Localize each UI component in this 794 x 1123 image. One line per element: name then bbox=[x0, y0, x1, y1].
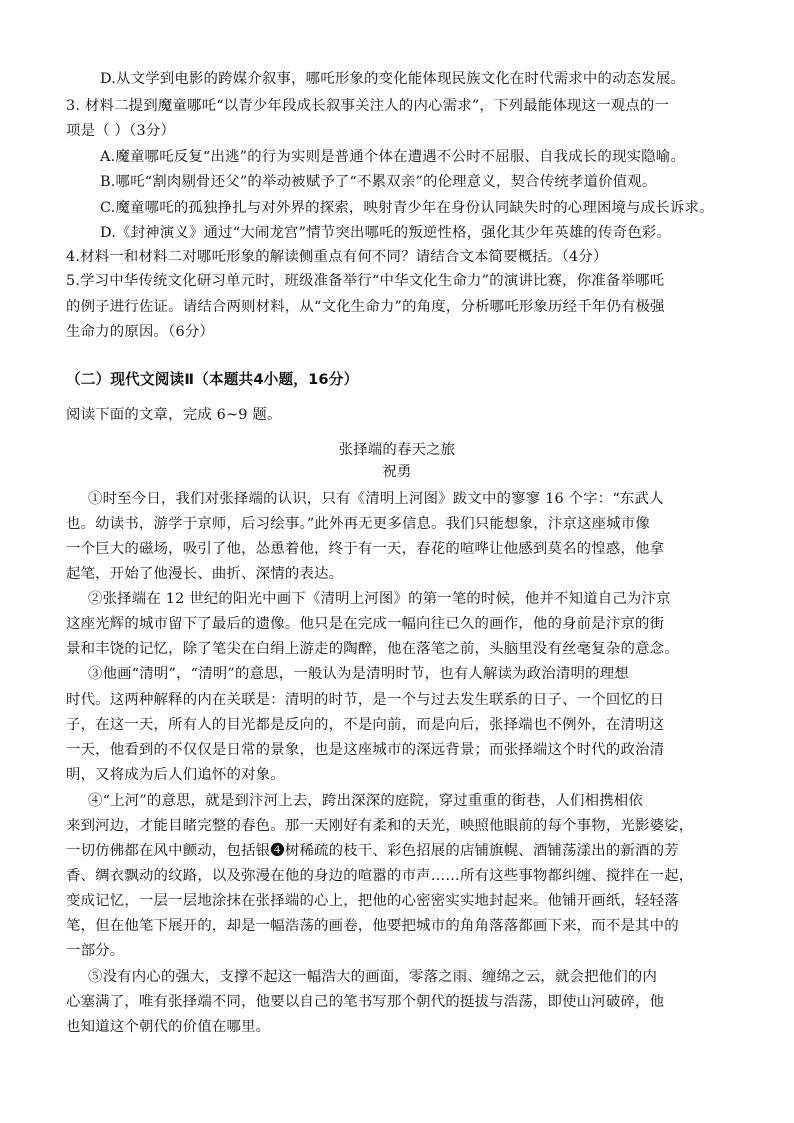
paragraph-3-line-4: 一天，他看到的不仅仅是日常的景象，也是这座城市的深远背景；而张择端这个时代的政治清 bbox=[66, 742, 665, 758]
question-3-stem-cont: 项是（ ）（3分） bbox=[66, 123, 176, 139]
paragraph-3-line-3: 子，在这一天，所有人的目光都是反向的，不是向前，而是向后，张择端也不例外，在清明这 bbox=[66, 717, 665, 733]
question-5-line-1: 5.学习中华传统文化研习单元时，班级准备举行“中华文化生命力”的演讲比赛，你准备举哪吒 bbox=[66, 273, 665, 289]
question-5-line-3: 生命力的原因。（6分） bbox=[66, 324, 215, 340]
paragraph-2-line-3: 景和丰饶的记忆，除了笔尖在白绢上游走的陶醉，他在落笔之前，头脑里没有丝毫复杂的意念。 bbox=[66, 641, 679, 657]
paragraph-4-line-3: 一切仿佛都在风中颤动，包括银❹树稀疏的枝干、彩色招展的店铺旗幌、酒铺荡漾出的新酒的芳 bbox=[66, 843, 679, 859]
paragraph-1-line-3: 一个巨大的磁场，吸引了他，怂恿着他，终于有一天，春花的喧哗让他感到莫名的惶惑，他拿 bbox=[66, 541, 665, 557]
paragraph-4-line-7: 一部分。 bbox=[66, 943, 125, 959]
paragraph-2-line-1: ②张择端在 12 世纪的阳光中画下《清明上河图》的第一笔的时候，他并不知道自己为汴京 bbox=[88, 591, 671, 607]
section-heading: （二）现代文阅读Ⅱ（本题共4小题，16分） bbox=[66, 371, 359, 388]
paragraph-3-line-2: 时代。这两种解释的内在关联是：清明的时节，是一个与过去发生联系的日子、一个回忆的日 bbox=[66, 692, 665, 708]
paragraph-4-line-5: 变成记忆，一层一层地涂抹在张择端的心上，把他的心密密实实地封起来。他铺开画纸，轻轻落 bbox=[66, 893, 679, 909]
paragraph-3-line-1: ③他画“清明”，“清明”的意思，一般认为是清明时节，也有人解读为政治清明的理想 bbox=[88, 666, 629, 682]
paragraph-2-line-2: 这座光辉的城市留下了最后的遗像。他只是在完成一幅向往已久的画作，他的身前是汴京的街 bbox=[66, 616, 665, 632]
question-3-option-a: A.魔童哪吒反复“出逃”的行为实则是普通个体在遭遇不公时不屈服、自我成长的现实隐喻。 bbox=[100, 149, 685, 165]
question-3-option-c: C.魔童哪吒的孤独挣扎与对外界的探索，映射青少年在身份认同缺失时的心理困境与成长诉求。 bbox=[100, 200, 714, 216]
article-title: 张择端的春天之旅 bbox=[338, 442, 456, 458]
paragraph-4-line-2: 来到河边，才能目睹完整的春色。那一天刚好有柔和的天光，映照他眼前的每个事物，光影婆娑， bbox=[66, 818, 694, 834]
paragraph-4-line-1: ④“上河”的意思，就是到汴河上去，跨出深深的庭院，穿过重重的街巷，人们相携相依 bbox=[88, 793, 643, 809]
paragraph-5-line-2: 心塞满了，唯有张择端不同，他要以自己的笔书写那个朝代的挺拔与浩荡，即使山河破碎，他 bbox=[66, 994, 665, 1010]
question-3-option-d: D.《封神演义》通过“大闹龙宫”情节突出哪吒的叛逆性格，强化其少年英雄的传奇色彩。 bbox=[100, 225, 671, 241]
paragraph-4-line-6: 笔，但在他笔下展开的，却是一幅浩荡的画卷，他要把城市的角角落落都画下来，而不是其中的 bbox=[66, 918, 679, 934]
question-4: 4.材料一和材料二对哪吒形象的解读侧重点有何不同？请结合文本简要概括。（4分） bbox=[66, 249, 608, 265]
question-3-option-b: B.哪吒“割肉剔骨还父”的举动被赋予了“不累双亲”的伦理意义，契合传统孝道价值观。 bbox=[100, 174, 657, 190]
paragraph-5-line-1: ⑤没有内心的强大，支撑不起这一幅浩大的画面，零落之雨、缠绵之云，就会把他们的内 bbox=[88, 969, 658, 985]
paragraph-1-line-4: 起笔，开始了他漫长、曲折、深情的表达。 bbox=[66, 566, 344, 582]
question-5-line-2: 的例子进行佐证。请结合两则材料，从“文化生命力”的角度，分析哪吒形象历经千年仍有极强 bbox=[66, 299, 665, 315]
reading-instruction: 阅读下面的文章，完成 6~9 题。 bbox=[66, 407, 282, 423]
paragraph-3-line-5: 明，又将成为后人们追怀的对象。 bbox=[66, 767, 285, 783]
article-author: 祝勇 bbox=[382, 464, 412, 480]
paragraph-1-line-2: 也。幼读书，游学于京师，后习绘事。”此外再无更多信息。我们只能想象，汴京这座城市像 bbox=[66, 516, 650, 532]
question-3-stem: 3. 材料二提到魔童哪吒“以青少年段成长叙事关注人的内心需求”，下列最能体现这一观点的一 bbox=[66, 98, 670, 114]
paragraph-1-line-1: ①时至今日，我们对张择端的认识，只有《清明上河图》跋文中的寥寥 16 个字：“东武人 bbox=[88, 491, 664, 507]
paragraph-5-line-3: 也知道这个朝代的价值在哪里。 bbox=[66, 1019, 271, 1035]
paragraph-4-line-4: 香、绸衣飘动的纹路，以及弥漫在他的身边的喧嚣的市声……所有这些事物都纠缠、搅拌在一起， bbox=[66, 868, 694, 884]
question-2-option-d: D.从文学到电影的跨媒介叙事，哪吒形象的变化能体现民族文化在时代需求中的动态发展。 bbox=[100, 71, 686, 87]
